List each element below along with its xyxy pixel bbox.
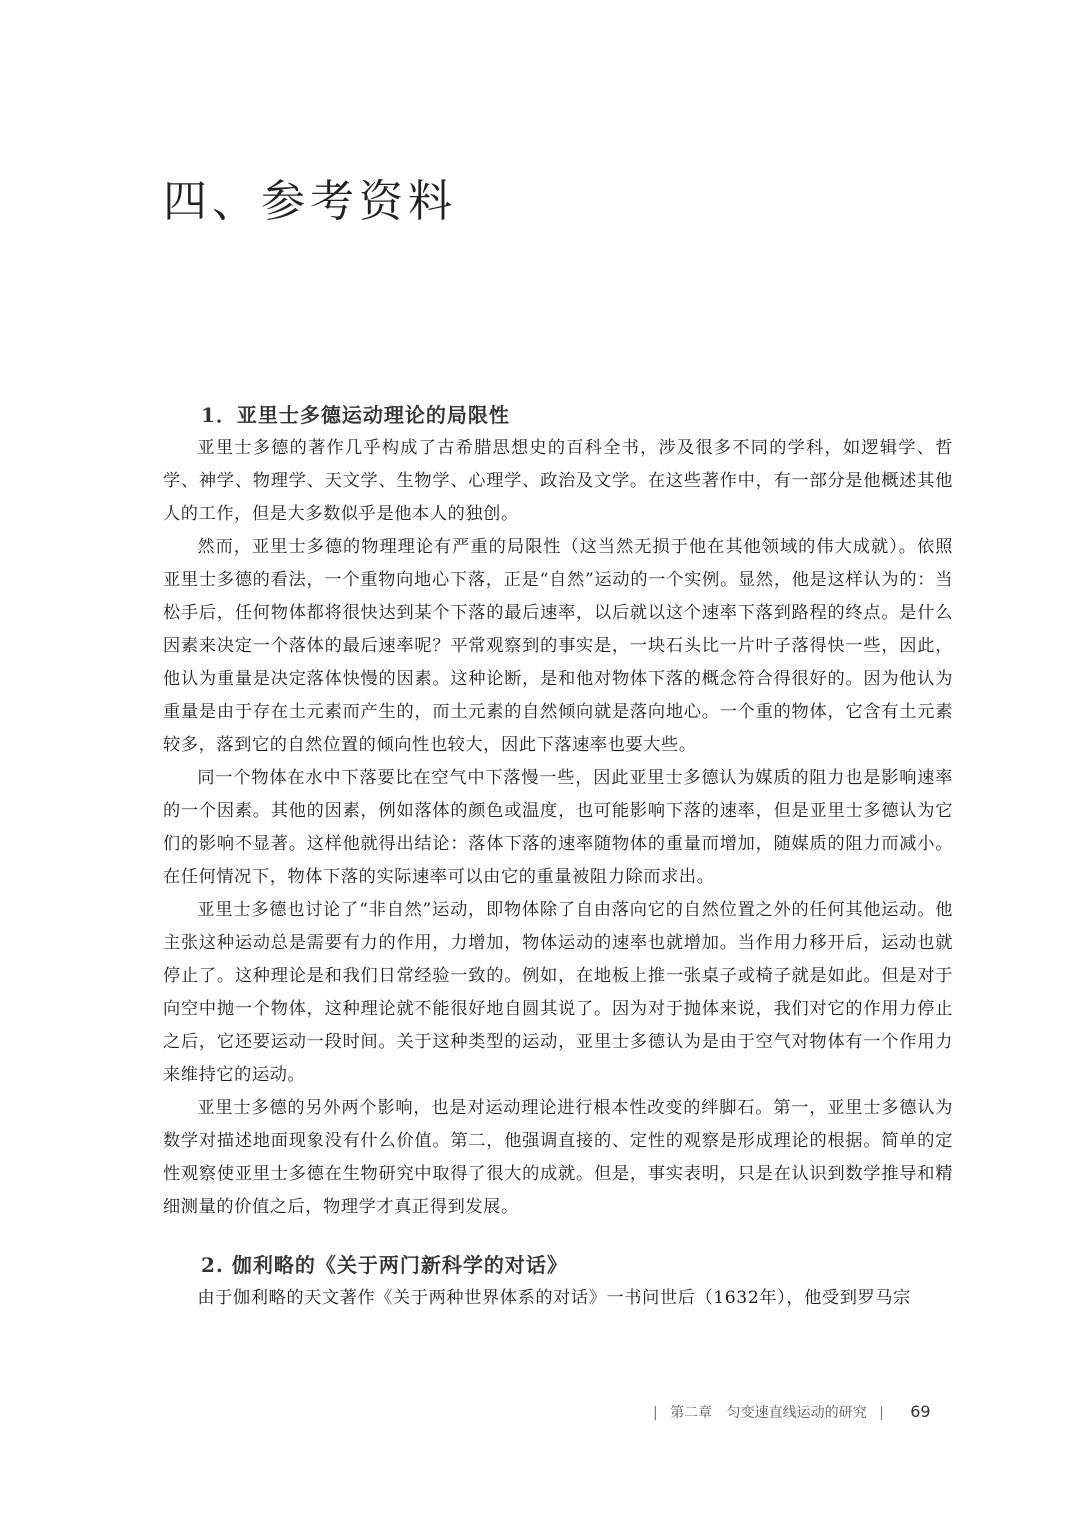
document-body: [163, 398, 953, 1315]
footer-divider: |: [879, 1405, 884, 1421]
section-heading: 1．亚里士多德运动理论的局限性: [201, 403, 510, 427]
paragraph: 由于伽利略的天文著作《关于两种世界体系的对话》一书问世后（1632年），他受到罗马宗: [197, 1288, 911, 1308]
page-number: 69: [910, 1402, 931, 1421]
paragraph: 亚里士多德的著作几乎构成了古希腊思想史的百科全书，涉及很多不同的学科，如逻辑学、哲学、神学、物理学、天文学、生物学、心理学、政治及文学。在这些著作中，有一部分是他概述其他人的工作，但是大多数似乎是他本人的独创。: [163, 438, 953, 524]
section-heading: 2. 伽利略的《关于两门新科学的对话》: [201, 1253, 568, 1277]
page-footer: [645, 1402, 931, 1422]
paragraph: 然而，亚里士多德的物理理论有严重的局限性（这当然无损于他在其他领域的伟大成就）。依照亚里士多德的看法，一个重物向地心下落，正是“自然”运动的一个实例。显然，他是这样认为的：当松手后，任何物体都将很快达到某个下落的最后速率，以后就以这个速率下落到路程的终点。是什么因素来决定一个落体的最后速率呢？平常观察到的事实是，一块石头比一片叶子落得快一些，因此，他认为重量是决定落体快慢的因素。这种论断，是和他对物体下落的概念符合得很好的。因为他认为重量是由于存在土元素而产生的，而土元素的自然倾向就是落向地心。一个重的物体，它含有土元素较多，落到它的自然位置的倾向性也较大，因此下落速率也要大些。: [163, 537, 953, 755]
paragraph: 亚里士多德也讨论了“非自然”运动，即物体除了自由落向它的自然位置之外的任何其他运动。他主张这种运动总是需要有力的作用，力增加，物体运动的速率也就增加。当作用力移开后，运动也就停止了。这种理论是和我们日常经验一致的。例如，在地板上推一张桌子或椅子就是如此。但是对于向空中抛一个物体，这种理论就不能很好地自圆其说了。因为对于抛体来说，我们对它的作用力停止之后，它还要运动一段时间。关于这种类型的运动，亚里士多德认为是由于空气对物体有一个作用力来维持它的运动。: [163, 900, 953, 1085]
paragraph: 同一个物体在水中下落要比在空气中下落慢一些，因此亚里士多德认为媒质的阻力也是影响速率的一个因素。其他的因素，例如落体的颜色或温度，也可能影响下落的速率，但是亚里士多德认为它们的影响不显著。这样他就得出结论：落体下落的速率随物体的重量而增加，随媒质的阻力而减小。在任何情况下，物体下落的实际速率可以由它的重量被阻力除而求出。: [163, 768, 953, 887]
footer-divider: |: [653, 1405, 658, 1421]
footer-chapter-name: 匀变速直线运动的研究: [726, 1405, 867, 1421]
footer-chapter-label: 第二章: [670, 1405, 713, 1421]
paragraph: 亚里士多德的另外两个影响，也是对运动理论进行根本性改变的绊脚石。第一，亚里士多德认为数学对描述地面现象没有什么价值。第二，他强调直接的、定性的观察是形成理论的根据。简单的定性观察使亚里士多德在生物研究中取得了很大的成就。但是，事实表明，只是在认识到数学推导和精细测量的价值之后，物理学才真正得到发展。: [163, 1098, 953, 1217]
chapter-title: 四、参考资料: [163, 176, 457, 228]
